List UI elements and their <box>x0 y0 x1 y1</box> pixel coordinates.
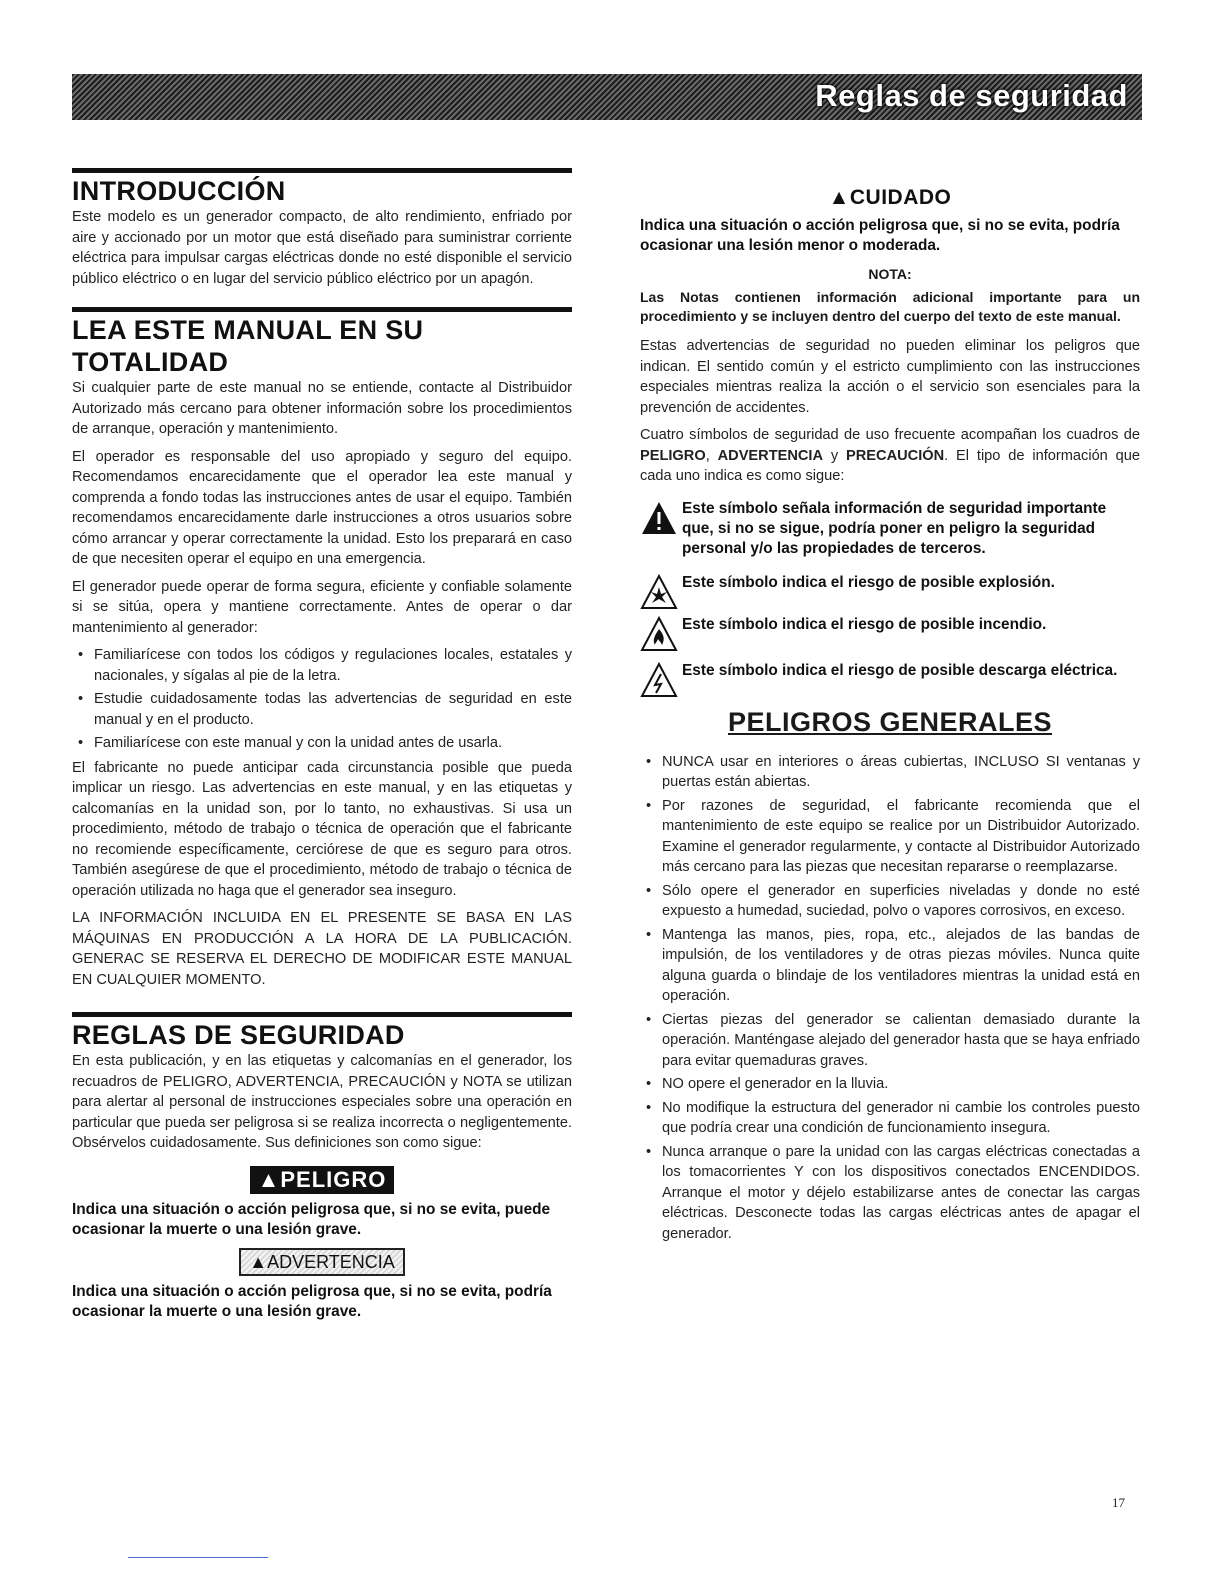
read-manual-p3: El generador puede operar de forma segura, eficiente y confiable solamente si se sitúa, opera y mantiene correctamente. Antes de operar o dar mantenimiento al generador: <box>72 578 572 636</box>
symbol-shock-row <box>640 661 1140 681</box>
list-item: • Por razones de seguridad, el fabricante recomienda que el mantenimiento de este equipo se realice por un Distribuidor Autorizado. Examine el generador regularmente, y contacte al Distribuidor Autorizado más cercano para las piezas que necesitan repararse o reemplazarse. <box>640 796 1140 878</box>
intro-text: Este modelo es un generador compacto, de alto rendimiento, enfriado por aire y accionado por un motor que está diseñado para suministrar corriente eléctrica para impulsar cargas eléctricas donde no esté disponible el servicio público eléctrico o en lugar del servicio público eléctrico por un apagón. <box>72 209 572 287</box>
symbol-alert-row <box>640 499 1140 559</box>
symbols-intro-paragraph: Cuatro símbolos de seguridad de uso frecuente acompañan los cuadros de PELIGRO, ADVERTENCIA y PRECAUCIÓN. El tipo de información que cada uno indica es como sigue: <box>640 427 1141 484</box>
section-rule <box>72 168 572 173</box>
danger-badge-wrap <box>72 1166 572 1194</box>
intro-section-header <box>72 168 572 207</box>
list-item: • NO opere el generador en la lluvia. <box>640 1074 1140 1095</box>
safety-rules-heading: REGLAS DE SEGURIDAD <box>72 1020 405 1050</box>
list-item: • Nunca arranque o pare la unidad con las cargas eléctricas conectadas a los tomacorrientes Y con los dispositivos conectados ENCENDIDOS. Arranque el motor y déjelo estabilizarse antes de conectar las cargas eléctricas. Desconecte todas las cargas eléctricas antes de apagar el generador. <box>640 1142 1140 1245</box>
list-item: • Familiarícese con todos los códigos y regulaciones locales, estatales y nacionales, y sígalas al pie de la letra. <box>72 645 572 686</box>
fire-icon <box>640 615 678 653</box>
list-item: • Ciertas piezas del generador se calientan demasiado durante la operación. Manténgase alejado del generador hasta que se haya enfriado para evitar quemaduras graves. <box>640 1010 1140 1072</box>
caution-heading: ▲CUIDADO <box>828 186 952 209</box>
danger-badge: ▲PELIGRO <box>250 1166 395 1194</box>
read-manual-heading: LEA ESTE MANUAL EN SU TOTALIDAD <box>72 315 424 377</box>
symbol-explosion-row <box>640 573 1140 593</box>
list-item: • NUNCA usar en interiores o áreas cubiertas, INCLUSO SI ventanas y puertas están abiertas. <box>640 752 1140 793</box>
safety-warnings-paragraph: Estas advertencias de seguridad no pueden eliminar los peligros que indican. El sentido común y el estricto cumplimiento con las instrucciones especiales mientras realiza la acción o el servicio son esenciales para la prevención de accidentes. <box>640 338 1140 416</box>
explosion-icon <box>640 573 678 611</box>
read-manual-p5: LA INFORMACIÓN INCLUIDA EN EL PRESENTE SE BASA EN LAS MÁQUINAS EN PRODUCCIÓN A LA HORA DE LA PUBLICACIÓN. GENERAC SE RESERVA EL DERECHO DE MODIFICAR ESTE MANUAL EN CUALQUIER MOMENTO. <box>72 910 572 988</box>
page-banner <box>72 74 1142 120</box>
list-item: • No modifique la estructura del generador ni cambie los controles puesto que podría crear una condición de funcionamiento insegura. <box>640 1098 1140 1139</box>
read-manual-p2: El operador es responsable del uso apropiado y seguro del equipo. Recomendamos encarecidamente que el operador lea este manual y comprenda a fondo todas las instrucciones antes de usar el equipo. También recomendamos encarecidamente darle instrucciones a otros usuarios sobre cómo arrancar y operar correctamente la unidad. Esto los preparará en caso de que necesiten operar el equipo en una emergencia. <box>72 448 572 567</box>
electric-shock-icon <box>640 661 678 699</box>
symbol-explosion-text: Este símbolo indica el riesgo de posible explosión. <box>682 573 1055 591</box>
note-text: Las Notas contienen información adicional importante para un procedimiento y se incluyen dentro del cuerpo del texto de este manual. <box>640 289 1140 324</box>
symbol-fire-text: Este símbolo indica el riesgo de posible incendio. <box>682 615 1047 633</box>
note-heading: NOTA: <box>868 266 912 282</box>
list-item: • Estudie cuidadosamente todas las advertencias de seguridad en este manual y en el producto. <box>72 689 572 730</box>
list-item: • Sólo opere el generador en superficies niveladas y donde no esté expuesto a humedad, suciedad, polvo o vapores corrosivos, en exceso. <box>640 881 1140 922</box>
page-number: 17 <box>1112 1495 1125 1510</box>
symbol-shock-text: Este símbolo indica el riesgo de posible descarga eléctrica. <box>682 661 1118 679</box>
section-rule <box>72 1012 572 1017</box>
right-column <box>640 168 1140 1248</box>
footer-rule <box>128 1557 268 1558</box>
symbol-fire-row <box>640 615 1140 635</box>
danger-alert-icon: ▲ <box>257 1166 281 1192</box>
warning-badge: ▲ADVERTENCIA <box>239 1248 405 1276</box>
intro-heading: INTRODUCCIÓN <box>72 176 286 206</box>
list-item: • Mantenga las manos, pies, ropa, etc., alejados de las bandas de impulsión, de los ventiladores y de otras piezas móviles. Nunca quite alguna guarda o blindaje de los ventiladores mientras la unidad está en operación. <box>640 925 1140 1007</box>
danger-definition: Indica una situación o acción peligrosa que, si no se evita, puede ocasionar la muerte o una lesión grave. <box>72 1200 551 1238</box>
general-dangers-heading: PELIGROS GENERALES <box>727 706 1053 737</box>
warning-definition: Indica una situación o acción peligrosa que, si no se evita, podría ocasionar la muerte o una lesión grave. <box>72 1282 552 1320</box>
caution-definition: Indica una situación o acción peligrosa que, si no se evita, podría ocasionar una lesión menor o moderada. <box>640 217 1120 254</box>
banner-title: Reglas de seguridad <box>815 78 1128 113</box>
list-item: • Familiarícese con este manual y con la unidad antes de usarla. <box>72 733 572 754</box>
left-column <box>72 168 572 1328</box>
general-dangers-list <box>640 752 1140 1245</box>
safety-rules-header <box>72 1012 572 1051</box>
read-manual-bullets <box>72 645 572 754</box>
warning-badge-wrap <box>72 1248 572 1276</box>
alert-triangle-icon <box>640 499 678 537</box>
read-manual-p4: El fabricante no puede anticipar cada circunstancia posible que pueda implicar un riesgo. Las advertencias en este manual, y en las etiquetas y calcomanías en la unidad son, por lo tanto, no exhaustivas. Si usa un procedimiento, método de trabajo o técnica de operación que el fabricante no recomiende específicamente, cerciórese de que es seguro para otros. También asegúrese de que el procedimiento, método de trabajo o técnica de operación utilizada no haga que el generador sea inseguro. <box>72 759 572 899</box>
read-manual-header <box>72 307 572 378</box>
warning-alert-icon: ▲ <box>249 1251 268 1272</box>
caution-alert-icon: ▲ <box>828 186 850 209</box>
safety-rules-text: En esta publicación, y en las etiquetas y calcomanías en el generador, los recuadros de PELIGRO, ADVERTENCIA, PRECAUCIÓN y NOTA se utilizan para alertar al personal de instrucciones especiales sobre una operación en particular que pueda ser peligrosa si se realiza incorrecta o negligentemente. Obsérvelos cuidadosamente. Sus definiciones son como sigue: <box>72 1053 572 1151</box>
read-manual-p1: Si cualquier parte de este manual no se entiende, contacte al Distribuidor Autorizado más cercano para obtener información sobre los procedimientos de arranque, operación y mantenimiento. <box>72 380 572 437</box>
section-rule <box>72 307 572 312</box>
symbol-alert-text: Este símbolo señala información de seguridad importante que, si no se sigue, podría poner en peligro la seguridad personal y/o las propiedades de terceros. <box>682 499 1107 557</box>
